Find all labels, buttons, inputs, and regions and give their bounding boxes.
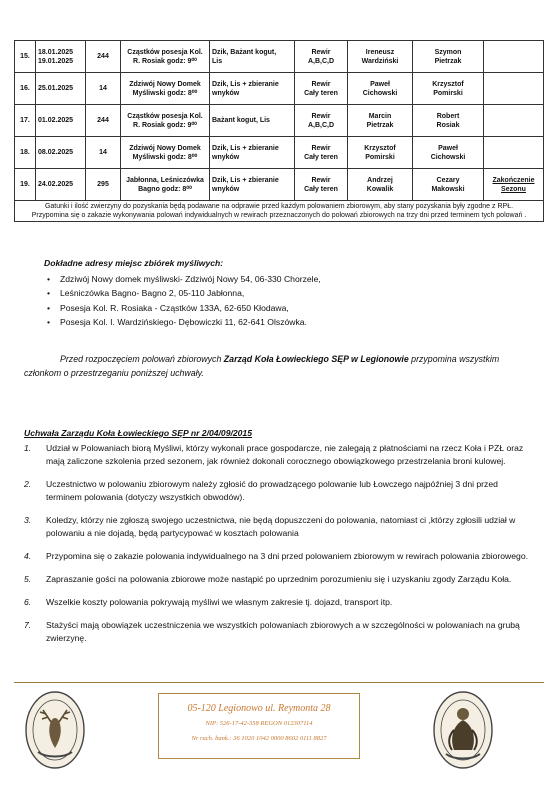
hunt-leader-line: Cichowski: [362, 89, 398, 97]
row-number-cell: [15, 73, 36, 105]
resolution-item-text: Uczestnictwo w polowaniu zbiorowym należy zgłosić do prowadzącego polowanie lub Łowczego najpóźniej 3 dni przed terminem polowania (dotyczy wszystkich obwodów).: [46, 479, 498, 502]
row-number-text: 17.: [20, 117, 30, 124]
hunt-area-line: Rewir: [311, 176, 331, 184]
meeting-place-line: Myśliwski godz: 8⁰⁰: [132, 89, 198, 97]
hunt-area-line: A,B,C,D: [307, 57, 335, 65]
hunt-leader-line: Kowalik: [366, 185, 394, 193]
hunt-leader-line: Pomirski: [365, 153, 395, 161]
hunt-deputy-line: Szymon: [434, 48, 462, 56]
hunt-note-cell: [484, 73, 544, 105]
hunt-note-cell: [484, 105, 544, 137]
table-row: [15, 137, 544, 169]
resolution-item-number: 1.: [24, 443, 32, 453]
hunt-date-cell: [36, 169, 86, 201]
footer-divider: [14, 682, 544, 683]
hunt-area-cell: [295, 105, 348, 137]
game-species-line: Lis: [212, 57, 223, 65]
hunt-date-cell: [36, 137, 86, 169]
district-number-text: 14: [99, 85, 107, 92]
resolution-item-text: Stażyści mają obowiązek uczestniczenia we wszystkich polowaniach zbiorowych a w szczególności w polowaniach na grubą zwierzynę.: [46, 620, 520, 643]
hunt-note-cell: [484, 169, 544, 201]
hunt-deputy-line: Makowski: [431, 185, 465, 193]
hunt-area-line: Cały teren: [304, 185, 338, 193]
resolution-item-number: 3.: [24, 515, 32, 525]
resolution-item: [24, 573, 532, 586]
hunt-leader-cell: [348, 169, 413, 201]
meeting-place-cell: [121, 41, 210, 73]
resolution-item-text: Wszelkie koszty polowania pokrywają myśliwi we własnym zakresie tj. dojazd, transport itp.: [46, 597, 393, 607]
district-number-cell: [86, 41, 121, 73]
nip-regon-line: NIP: 526-17-42-358 REGON 012307114: [205, 720, 313, 727]
district-number-text: 295: [97, 181, 109, 188]
row-number-cell: [15, 137, 36, 169]
district-number-cell: [86, 137, 121, 169]
table-notes: [15, 201, 544, 222]
row-number-text: 19.: [20, 181, 30, 188]
address-item: • Zdziwój Nowy domek myśliwski- Zdziwój Nowy 54, 06-330 Chorzele,: [60, 272, 524, 287]
meeting-addresses: [44, 256, 524, 330]
resolution-title: Uchwała Zarządu Koła Łowieckiego SĘP nr 2/04/09/2015: [24, 428, 252, 438]
hunt-date-cell: [36, 105, 86, 137]
hunt-deputy-cell: [413, 41, 484, 73]
hunt-leader-cell: [348, 41, 413, 73]
meeting-place-line: Zdziwój Nowy Domek: [129, 80, 201, 88]
hunt-area-line: A,B,C,D: [307, 121, 335, 129]
association-address-box: [158, 693, 360, 759]
hunt-note-text: Zakończenie Sezonu: [492, 176, 535, 193]
hunt-deputy-line: Rosiak: [436, 121, 460, 129]
hunt-area-line: Cały teren: [304, 153, 338, 161]
table-row: [15, 105, 544, 137]
meeting-place-cell: [121, 169, 210, 201]
game-species-cell: [210, 41, 295, 73]
district-number-cell: [86, 73, 121, 105]
game-species-line: wnyków: [212, 89, 240, 97]
hunt-date-cell: [36, 41, 86, 73]
club-emblem-vulture-icon: [432, 690, 494, 770]
resolution-item-text: Udział w Polowaniach biorą Myśliwi, którzy wykonali prace gospodarcze, nie zalegają z płatnościami na rzecz Koła i PZŁ oraz mają zaliczone szkolenia przed sezonem, jak również dokonali corocznego obowiązkowego przestrzelania broni kulowej.: [46, 443, 524, 466]
district-number-cell: [86, 105, 121, 137]
game-species-cell: [210, 73, 295, 105]
table-row: [15, 41, 544, 73]
hunt-area-cell: [295, 169, 348, 201]
table-row: [15, 169, 544, 201]
game-species-line: wnyków: [212, 185, 240, 193]
hunt-deputy-line: Krzysztof: [432, 80, 464, 88]
addresses-list: [44, 272, 524, 330]
hunt-date-line: 08.02.2025: [38, 149, 74, 156]
hunt-deputy-cell: [413, 137, 484, 169]
hunt-deputy-cell: [413, 169, 484, 201]
address-item: • Posesja Kol. R. Rosiaka - Cząstków 133A, 62-650 Kłodawa,: [60, 301, 524, 316]
hunt-deputy-line: Cezary: [436, 176, 460, 184]
hunt-leader-cell: [348, 137, 413, 169]
game-species-cell: [210, 105, 295, 137]
game-species-line: Bażant kogut, Lis: [212, 117, 270, 124]
address-item: • Leśniczówka Bagno- Bagno 2, 05-110 Jabłonna,: [60, 286, 524, 301]
resolution-item-text: Koledzy, którzy nie zgłoszą swojego uczestnictwa, nie będą dopuszczeni do polowania, natomiast ci ,którzy zgłosili udział w polowaniu a nie dojadą, będą partycypować w kosztach polowania: [46, 515, 516, 538]
row-number-cell: [15, 169, 36, 201]
hunt-leader-line: Pietrzak: [366, 121, 394, 129]
row-number-cell: [15, 105, 36, 137]
hunt-leader-line: Krzysztof: [364, 144, 396, 152]
meeting-place-line: R. Rosiak godz: 9⁰⁰: [133, 57, 197, 65]
resolution-item-number: 5.: [24, 574, 32, 584]
hunt-leader-cell: [348, 73, 413, 105]
hunt-deputy-line: Paweł: [438, 144, 458, 152]
hunt-leader-line: Marcin: [368, 112, 392, 120]
row-number-text: 18.: [20, 149, 30, 156]
resolution-item: [24, 514, 532, 540]
hunt-leader-line: Paweł: [370, 80, 390, 88]
game-species-line: wnyków: [212, 153, 240, 161]
address-item: • Posesja Kol. I. Wardzińskiego- Dębowiczki 11, 62-641 Olszówka.: [60, 315, 524, 330]
address-line: 05-120 Legionowo ul. Reymonta 28: [187, 703, 331, 714]
resolution-item: [24, 442, 532, 468]
meeting-place-cell: [121, 73, 210, 105]
game-species-line: Dzik, Lis + zbieranie: [212, 80, 279, 88]
meeting-place-line: Zdziwój Nowy Domek: [129, 144, 201, 152]
resolution-item: [24, 550, 532, 563]
hunt-deputy-line: Robert: [436, 112, 460, 120]
table-note-individual-ban: Przypomina się o zakazie wykonywania polowań indywidualnych w rewirach przeznaczonych do polowań zbiorowych na trzy dni przed terminem tych polowań .: [31, 212, 527, 219]
hunt-deputy-cell: [413, 73, 484, 105]
hunt-area-line: Rewir: [311, 48, 331, 56]
resolution-section: [24, 428, 532, 655]
intro-board-name: Zarząd Koła Łowieckiego SĘP w Legionowie: [223, 354, 409, 364]
table-row: [15, 73, 544, 105]
resolution-item-text: Przypomina się o zakazie polowania indywidualnego na 3 dni przed polowaniem zbiorowym w rewirach polowania zbiorowego.: [46, 551, 528, 561]
game-species-line: Dzik, Bażant kogut,: [212, 48, 277, 56]
hunt-leader-line: Ireneusz: [365, 48, 395, 56]
hunt-leader-cell: [348, 105, 413, 137]
hunt-date-line: 01.02.2025: [38, 117, 74, 124]
hunt-date-line: 18.01.2025: [38, 48, 74, 56]
addresses-heading: Dokładne adresy miejsc zbiórek myśliwych:: [44, 258, 224, 268]
meeting-place-line: Cząstków posesja Kol.: [127, 112, 203, 120]
hunt-deputy-line: Pomirski: [433, 89, 463, 97]
meeting-place-line: Bagno godz: 8⁰⁰: [138, 185, 192, 193]
meeting-place-cell: [121, 105, 210, 137]
hunt-schedule-table: [14, 40, 544, 222]
resolution-item-number: 2.: [24, 479, 32, 489]
meeting-place-line: Jabłonna, Leśniczówka: [126, 176, 204, 184]
resolution-item-number: 6.: [24, 597, 32, 607]
hunt-date-line: 19.01.2025: [38, 57, 74, 65]
hunt-area-line: Rewir: [311, 112, 331, 120]
hunt-area-cell: [295, 41, 348, 73]
resolution-item-number: 4.: [24, 551, 32, 561]
table-note-quotas: Gatunki i ilość zwierzyny do pozyskania będą podawane na odprawie przed każdym polowaniem zbiorowym, aby stany pozyskania były zgodne z RPŁ.: [44, 203, 514, 210]
row-number-cell: [15, 41, 36, 73]
intro-after: przypomina wszystkim członkom o przestrzeganiu poniższej uchwały.: [24, 354, 500, 378]
hunt-area-cell: [295, 73, 348, 105]
bank-account-line: Nr rach. bank.: 36 1020 1042 0000 8602 0111 8827: [191, 735, 327, 742]
hunt-area-cell: [295, 137, 348, 169]
row-number-text: 16.: [20, 85, 30, 92]
hunt-leader-line: Wardziński: [361, 57, 399, 65]
hunt-date-line: 25.01.2025: [38, 85, 74, 92]
game-species-cell: [210, 137, 295, 169]
district-number-text: 244: [97, 117, 109, 124]
hunt-date-cell: [36, 73, 86, 105]
resolution-item: [24, 619, 532, 645]
resolution-item: [24, 596, 532, 609]
meeting-place-line: Cząstków posesja Kol.: [127, 48, 203, 56]
hunt-date-line: 24.02.2025: [38, 181, 74, 188]
meeting-place-cell: [121, 137, 210, 169]
hunt-deputy-cell: [413, 105, 484, 137]
game-species-line: Dzik, Lis + zbieranie: [212, 144, 279, 152]
district-number-cell: [86, 169, 121, 201]
district-number-text: 14: [99, 149, 107, 156]
hunt-schedule-rows: [15, 41, 544, 201]
hunt-leader-line: Andrzej: [367, 176, 393, 184]
hunt-deputy-line: Pietrzak: [434, 57, 462, 65]
hunt-area-line: Rewir: [311, 144, 331, 152]
meeting-place-line: Myśliwski godz: 8⁰⁰: [132, 153, 198, 161]
hunt-note-cell: [484, 41, 544, 73]
hunt-area-line: Rewir: [311, 80, 331, 88]
hunt-note-cell: [484, 137, 544, 169]
district-number-text: 244: [97, 53, 109, 60]
resolution-item-number: 7.: [24, 620, 32, 630]
game-species-line: Dzik, Lis + zbieranie: [212, 176, 279, 184]
resolution-list: [24, 442, 532, 645]
intro-paragraph: [24, 352, 529, 380]
row-number-text: 15.: [20, 53, 30, 60]
meeting-place-line: R. Rosiak godz: 9⁰⁰: [133, 121, 197, 129]
hunt-area-line: Cały teren: [304, 89, 338, 97]
intro-before: Przed rozpoczęciem polowań zbiorowych: [60, 354, 224, 364]
resolution-item-text: Zapraszanie gości na polowania zbiorowe może nastąpić po uprzednim porozumieniu się i uzyskaniu zgody Zarządu Koła.: [46, 574, 512, 584]
club-emblem-deer-icon: [24, 690, 86, 770]
hunt-deputy-line: Cichowski: [430, 153, 466, 161]
game-species-cell: [210, 169, 295, 201]
resolution-item: [24, 478, 532, 504]
